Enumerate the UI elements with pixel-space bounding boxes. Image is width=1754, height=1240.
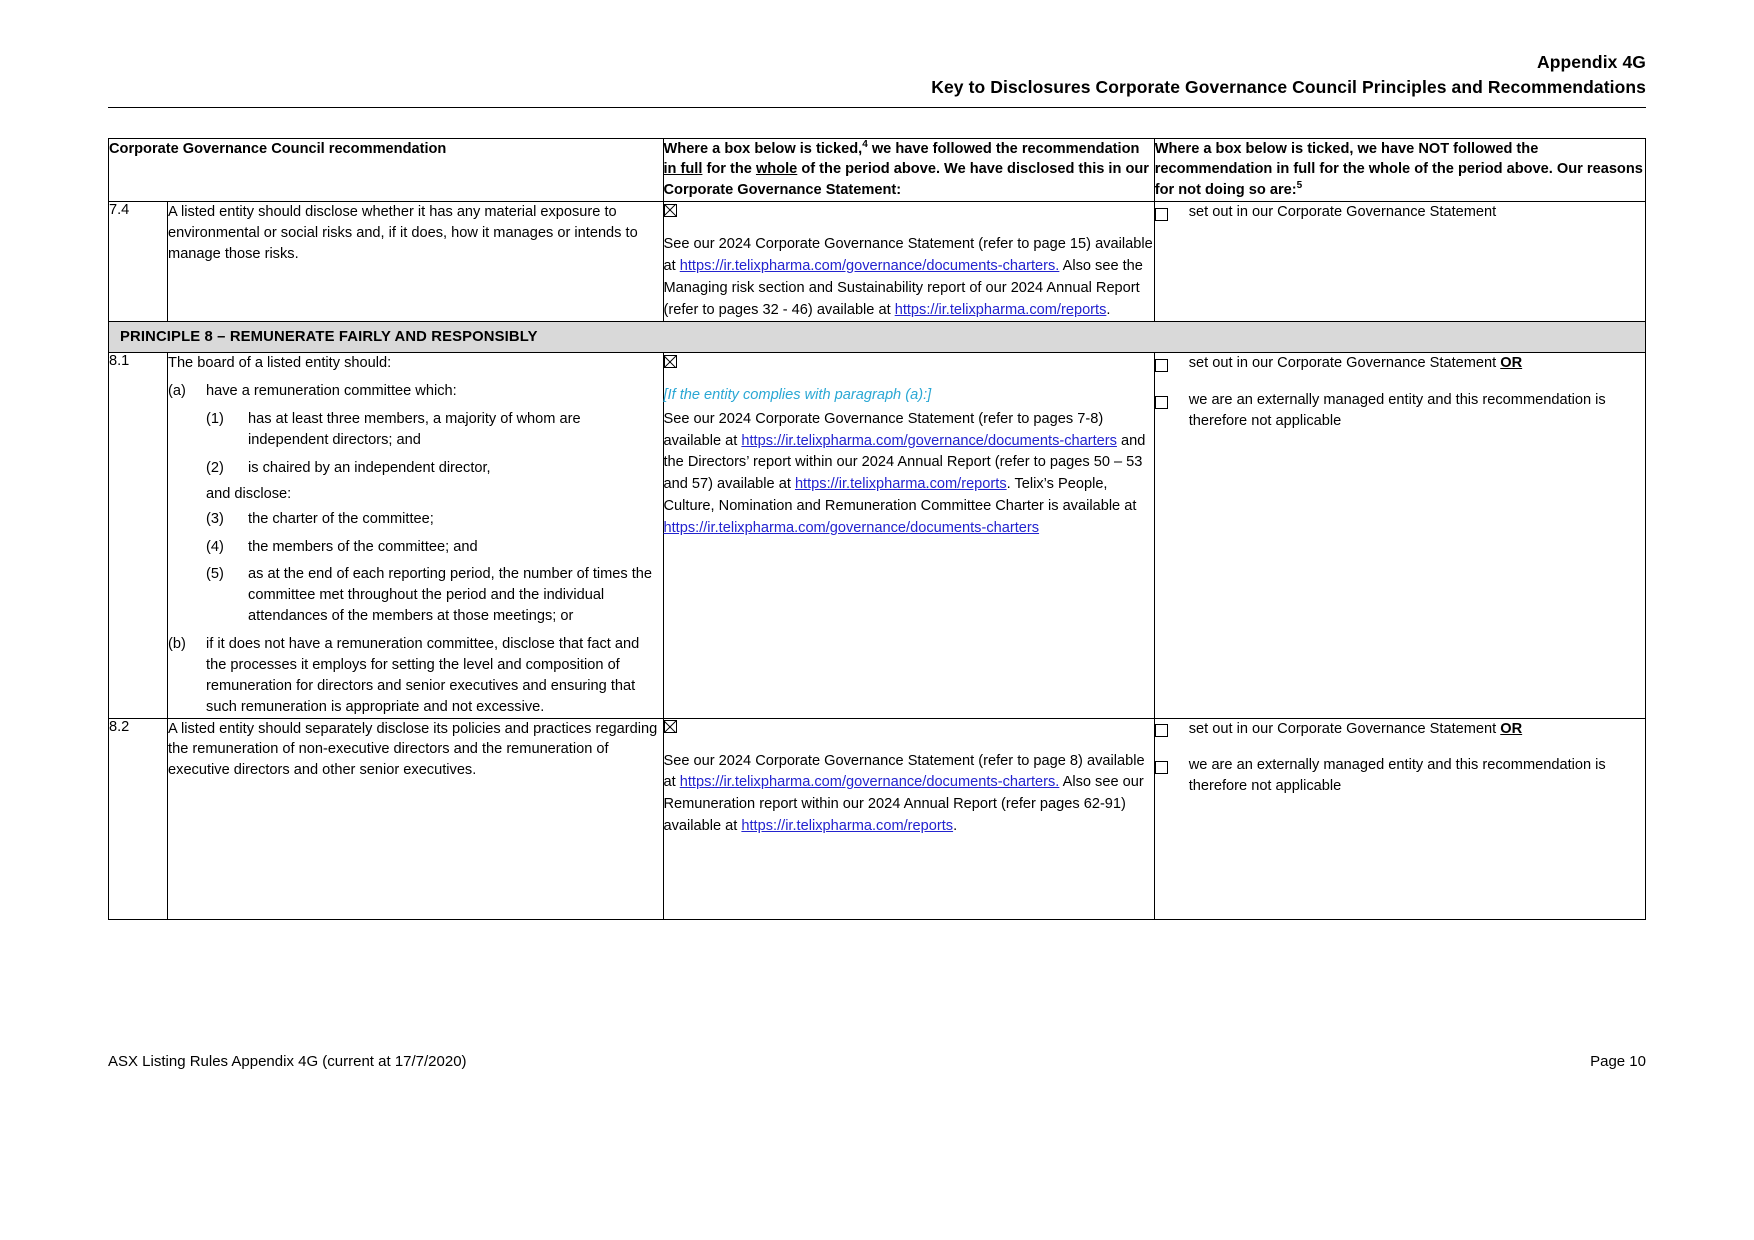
recommendation-item-a4 (206, 537, 662, 558)
disclosure-link-3[interactable]: https://ir.telixpharma.com/governance/documents-charters (663, 520, 1040, 537)
option-text: set out in our Corporate Governance Statement (1188, 355, 1501, 372)
header-appendix-title: Appendix 4G (1536, 52, 1646, 72)
checkbox-ticked-icon[interactable] (664, 355, 677, 368)
recommendation-8-2 (168, 718, 663, 919)
not-followed-8-2 (1154, 718, 1645, 919)
column-header-followed (663, 138, 1154, 201)
col2-text-2: we have followed the recommendation (867, 140, 1140, 157)
item-marker-a1: (1) (206, 411, 224, 428)
not-followed-option-label: we are an externally managed entity and this recommendation is therefore not applicable (1188, 392, 1606, 430)
tick-checkbox-row (664, 353, 1154, 369)
disclosure-seg-1: See our 2024 Corporate Governance Statement (refer to pages 7-8) available at (663, 410, 1104, 449)
disclosure-seg-3: . Telix’s People, Culture, Nomination and Remuneration Committee Charter is available at (663, 476, 1137, 515)
recommendation-item-b (168, 634, 662, 717)
disclosure-link-1[interactable]: https://ir.telixpharma.com/governance/documents-charters. (679, 257, 1060, 274)
disclosure-seg-2: and the Directors’ report within our 2024 Annual Report (refer to pages 50 – 53 and 57) available at (663, 432, 1146, 493)
disclosure-link-2[interactable]: https://ir.telixpharma.com/reports (741, 818, 954, 835)
table-header-row (109, 138, 1646, 201)
recommendation-text: A listed entity should separately disclose its policies and practices regarding the remuneration of non-executive directors and the remuneration of executive directors and other senior executives. (168, 720, 658, 779)
checkbox-ticked-icon[interactable] (664, 720, 677, 733)
item-text-a4: the members of the committee; and (248, 538, 478, 555)
recommendation-8-1 (168, 353, 663, 718)
not-followed-option-label: set out in our Corporate Governance Statement (1188, 203, 1497, 220)
disclosure-seg-3: . (1106, 301, 1111, 318)
option-text: set out in our Corporate Governance Statement (1188, 720, 1501, 737)
checkbox-empty-wrap (1155, 719, 1189, 742)
row-number-7-4 (109, 201, 168, 322)
table-row-7-4 (109, 201, 1646, 322)
disclosure-seg-3: . (953, 818, 958, 835)
item-text-a2: is chaired by an independent director, (248, 459, 491, 476)
col2-footnote-marker: 4 (862, 138, 868, 150)
disclosure-seg-1: See our 2024 Corporate Governance Statement (refer to page 8) available at (663, 752, 1145, 791)
not-followed-option-label (1189, 719, 1645, 740)
page-header (0, 0, 1754, 101)
header-document-title: Key to Disclosures Corporate Governance Council Principles and Recommendations (931, 77, 1646, 98)
item-text-a: have a remuneration committee which: (206, 383, 457, 400)
checkbox-empty-wrap (1155, 202, 1189, 225)
checkbox-empty-wrap (1155, 755, 1189, 778)
item-text-a3: the charter of the committee; (248, 510, 434, 527)
recommendation-item-a2 (206, 458, 662, 479)
disclosure-link-2[interactable]: https://ir.telixpharma.com/reports (794, 476, 1007, 493)
disclosure-link-1[interactable]: https://ir.telixpharma.com/governance/documents-charters. (679, 774, 1060, 791)
disclosure-seg-2: Also see the Managing risk section and Sustainability report of our 2024 Annual Report (refer to pages 32 - 46) available at (663, 257, 1143, 318)
item-marker-a2: (2) (206, 459, 224, 476)
principle-8-banner: PRINCIPLE 8 – REMUNERATE FAIRLY AND RESPONSIBLY (109, 322, 1646, 353)
not-followed-option (1155, 719, 1645, 742)
col2-underline-whole: whole (755, 161, 798, 178)
recommendation-item-a1 (206, 409, 662, 451)
and-disclose-text: and disclose: (206, 485, 292, 502)
checkbox-empty-wrap (1155, 390, 1189, 413)
subitem-group-2 (206, 509, 662, 627)
tick-checkbox-row (664, 202, 1154, 218)
recommendation-item-a5 (206, 564, 662, 627)
governance-table (108, 138, 1646, 920)
disclosure-seg-2: Also see our Remuneration report within our 2024 Annual Report (refer pages 62-91) available at (663, 774, 1144, 835)
followed-disclosure-text-7-4 (664, 234, 1154, 322)
column-header-recommendation-label: Corporate Governance Council recommendation (109, 140, 447, 157)
disclosure-link-2[interactable]: https://ir.telixpharma.com/reports (894, 301, 1107, 318)
table-row-8-2 (109, 718, 1646, 919)
column-header-not-followed (1154, 138, 1645, 201)
item-marker-a4: (4) (206, 538, 224, 555)
disclosure-link-1[interactable]: https://ir.telixpharma.com/governance/documents-charters (741, 432, 1117, 449)
governance-table-wrap (108, 138, 1646, 920)
recommendation-text: A listed entity should disclose whether it has any material exposure to environmental or social risks and, if it does, how it manages or intends to manage those risks. (168, 203, 638, 262)
checkbox-ticked-icon[interactable] (664, 204, 677, 217)
followed-8-1 (663, 353, 1154, 718)
not-followed-option (1155, 755, 1645, 797)
conditional-note-8-1: [If the entity complies with paragraph (a):] (663, 387, 932, 404)
item-text-b: if it does not have a remuneration committee, disclose that fact and the processes it employs for setting the level and composition of remuneration for directors and senior executives and ensuring that such remuneration is appropriate and not excessive. (206, 636, 640, 715)
checkbox-empty-icon[interactable] (1155, 396, 1168, 409)
row-number-8-2 (109, 718, 168, 919)
tick-checkbox-row (664, 719, 1154, 735)
checkbox-empty-wrap (1155, 353, 1189, 376)
option-suffix-or: OR (1500, 355, 1523, 372)
followed-disclosure-text-8-2 (664, 751, 1154, 839)
not-followed-8-1 (1154, 353, 1645, 718)
disclosure-seg-1: See our 2024 Corporate Governance Statement (refer to page 15) available at (663, 235, 1153, 274)
not-followed-option-label: we are an externally managed entity and this recommendation is therefore not applicable (1188, 757, 1606, 795)
followed-8-2 (663, 718, 1154, 919)
column-header-recommendation (109, 138, 664, 201)
not-followed-option (1155, 390, 1645, 432)
item-marker-b: (b) (168, 636, 186, 653)
col3-text-1: Where a box below is ticked, we have NOT followed the recommendation in full for the whole of the period above. Our reasons for not doing so are: (1154, 140, 1643, 199)
col2-text-3: for the (702, 161, 756, 178)
row-number-label: 8.2 (109, 718, 130, 735)
option-suffix-or: OR (1500, 720, 1523, 737)
row-number-label: 8.1 (109, 353, 130, 370)
col2-text-1: Where a box below is ticked, (663, 140, 863, 157)
item-marker-a: (a) (168, 383, 186, 400)
footer-left-text: ASX Listing Rules Appendix 4G (current at 17/7/2020) (108, 1053, 467, 1070)
header-divider (108, 107, 1646, 108)
item-text-a1: has at least three members, a majority of whom are independent directors; and (248, 411, 581, 449)
page-footer (108, 1053, 1646, 1070)
recommendation-item-a3 (206, 509, 662, 530)
col2-text-4: of the period above. We have disclosed this in our Corporate Governance Statement: (663, 161, 1149, 199)
principle-8-banner-row (109, 322, 1646, 353)
item-marker-a3: (3) (206, 510, 224, 527)
not-followed-option (1155, 202, 1645, 225)
not-followed-7-4 (1154, 201, 1645, 322)
row-number-label: 7.4 (109, 201, 130, 218)
item-marker-a5: (5) (206, 566, 224, 583)
footer-page-number: Page 10 (1590, 1053, 1646, 1070)
recommendation-item-a (168, 381, 662, 402)
checkbox-empty-icon[interactable] (1155, 724, 1168, 737)
checkbox-empty-icon[interactable] (1155, 208, 1168, 221)
row-number-8-1 (109, 353, 168, 718)
not-followed-option (1155, 353, 1645, 376)
col3-footnote-marker: 5 (1296, 180, 1303, 192)
checkbox-empty-icon[interactable] (1155, 761, 1168, 774)
table-row-8-1 (109, 353, 1646, 718)
recommendation-7-4 (168, 201, 663, 322)
followed-7-4 (663, 201, 1154, 322)
subitem-group-1 (206, 409, 662, 479)
followed-disclosure-text-8-1 (664, 409, 1154, 540)
recommendation-lead: The board of a listed entity should: (168, 355, 392, 372)
col2-underline-infull: in full (663, 161, 703, 178)
checkbox-empty-icon[interactable] (1155, 359, 1168, 372)
item-text-a5: as at the end of each reporting period, the number of times the committee met throughout the period and the individual attendances of the members at those meetings; or (248, 566, 653, 625)
not-followed-option-label (1189, 353, 1645, 374)
